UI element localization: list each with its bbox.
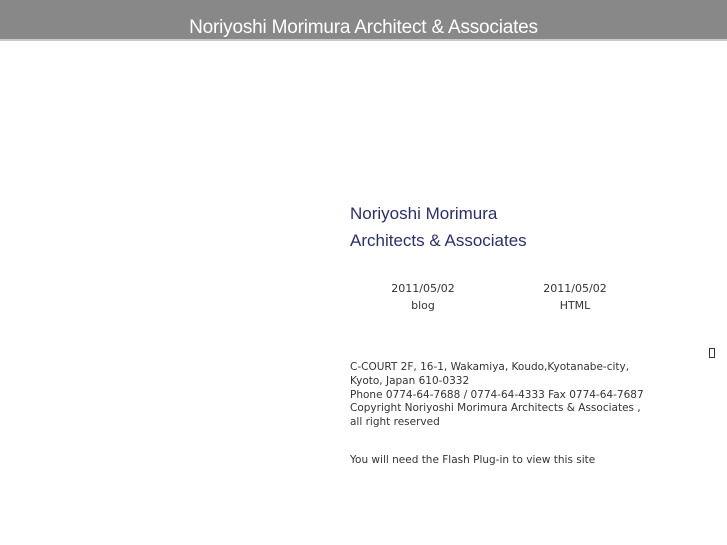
blog-link[interactable]: blog [411, 299, 435, 312]
company-logo [350, 200, 527, 254]
logo-line-1: Noriyoshi Morimura [350, 204, 498, 223]
header-bar [0, 0, 727, 41]
copyright-line-1: Copyright Noriyoshi Morimura Architects & Associates , [350, 402, 641, 415]
site-title [0, 17, 727, 39]
phone-fax: Phone 0774-64-7688 / 0774-64-4333 Fax 0774-64-7687 [350, 388, 644, 401]
copyright-line-2: all right reserved [350, 416, 440, 429]
missing-plugin-icon[interactable] [709, 348, 715, 358]
flash-plugin-note: You will need the Flash Plug-in to view this site [350, 454, 596, 466]
news-date: 2011/05/02 [543, 282, 607, 295]
news-item-blog [363, 280, 483, 314]
contact-info [350, 361, 644, 430]
news-item-html [515, 280, 635, 314]
html-link[interactable]: HTML [559, 299, 591, 312]
news-date: 2011/05/02 [391, 282, 455, 295]
site-title-text: Noriyoshi Morimura Architect & Associates [189, 17, 538, 38]
logo-line-2: Architects & Associates [350, 231, 527, 250]
address-line-2: Kyoto, Japan 610-0332 [350, 374, 470, 387]
address-line-1: C-COURT 2F, 16-1, Wakamiya, Koudo,Kyotanabe-city, [350, 361, 630, 373]
